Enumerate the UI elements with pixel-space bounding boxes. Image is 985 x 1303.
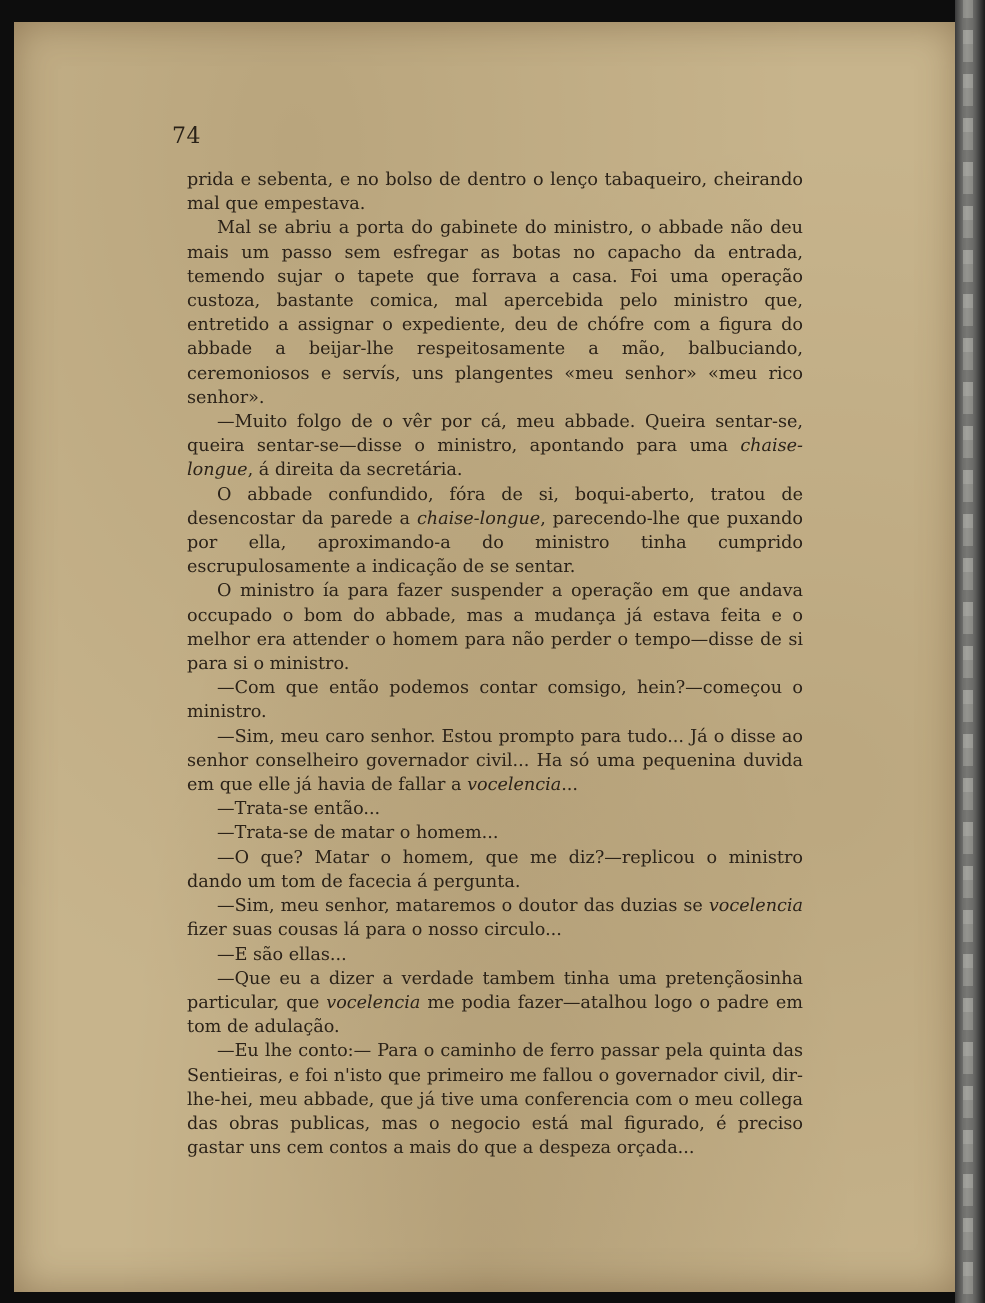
text-segment: —Muito folgo de o vêr por cá, meu abbade. Queira sentar-se, queira sentar-se—disse o ministro, apontando para uma [187, 412, 803, 457]
text-segment: me podia fazer—atalhou logo o padre em tom de adulação. [187, 992, 803, 1038]
italic-term: vocelencia [326, 992, 421, 1013]
italic-term: chaise-longue [187, 436, 803, 481]
paragraph [187, 216, 803, 410]
paragraph [187, 579, 803, 676]
text-segment: —Trata-se então... [217, 799, 381, 820]
italic-term: vocelencia [467, 775, 562, 796]
italic-term: chaise-longue [416, 508, 541, 529]
italic-term: vocelencia [708, 896, 803, 917]
paragraph [187, 410, 803, 483]
paragraph [187, 483, 803, 580]
paragraph [187, 676, 803, 724]
text-segment: O ministro ía para fazer suspender a operação em que andava occupado o bom do abbade, mas a mudança já estava feita e o melhor era attender o homem para não perder o tempo—disse de si para si o ministro. [187, 581, 803, 675]
paragraph [187, 168, 803, 216]
paragraph [187, 943, 803, 967]
text-segment: prida e sebenta, e no bolso de dentro o lenço tabaqueiro, cheirando mal que empestava. [187, 170, 803, 215]
text-segment: Mal se abriu a porta do gabinete do ministro, o abbade não deu mais um passo sem esfregar as botas no capacho da entrada, temendo sujar o tapete que forrava a casa. Foi uma operação custoza, bastante comica, mal apercebida pelo ministro que, entretido a assignar o expediente, deu de chófre com a figura do abbade a beijar-lhe respeitosamente a mão, balbuciando, ceremoniosos e servís, uns plangentes «meu senhor» «meu rico senhor». [187, 218, 803, 408]
paragraph [187, 725, 803, 798]
paragraph [187, 797, 803, 821]
body-text [187, 168, 803, 1160]
text-segment: —Com que então podemos contar comsigo, hein?—começou o ministro. [187, 678, 803, 723]
paragraph [187, 846, 803, 894]
text-segment: —Eu lhe conto:— Para o caminho de ferro passar pela quinta das Sentieiras, e foi n'isto que primeiro me fallou o governador civil, dir-lhe-hei, meu abbade, que já tive uma conferencia com o meu collega das obras publicas, mas o negocio está mal figurado, é preciso gastar uns cem contos a mais do que a despeza orçada... [187, 1041, 803, 1159]
text-segment: , á direita da secretária. [247, 460, 463, 481]
scanner-edge-strip [963, 0, 973, 1303]
paragraph [187, 821, 803, 845]
page-number: 74 [172, 124, 201, 149]
paragraph [187, 967, 803, 1040]
text-segment: ... [561, 775, 578, 796]
text-segment: —Sim, meu caro senhor. Estou prompto para tudo... Já o disse ao senhor conselheiro governador civil... Ha só uma pequenina duvida em que elle já havia de fallar a [187, 726, 803, 796]
paragraph [187, 894, 803, 942]
text-segment: —E são ellas... [217, 944, 347, 965]
scanner-edge [955, 0, 985, 1303]
text-segment: —Trata-se de matar o homem... [217, 823, 499, 844]
text-segment: —O que? Matar o homem, que me diz?—replicou o ministro dando um tom de facecia á pergunta. [187, 847, 803, 892]
text-segment: —Que eu a dizer a verdade tambem tinha uma pretençãosinha particular, que [187, 968, 803, 1013]
text-segment: fizer suas cousas lá para o nosso circulo... [187, 920, 562, 941]
text-segment: —Sim, meu senhor, mataremos o doutor das duzias se [217, 896, 709, 917]
paragraph [187, 1039, 803, 1160]
text-segment: O abbade confundido, fóra de si, boqui-aberto, tratou de desencostar da parede a [187, 484, 803, 529]
text-segment: , parecendo-lhe que puxando por ella, aproximando-a do ministro tinha cumprido escrupulosamente a indicação de se sentar. [187, 508, 803, 578]
